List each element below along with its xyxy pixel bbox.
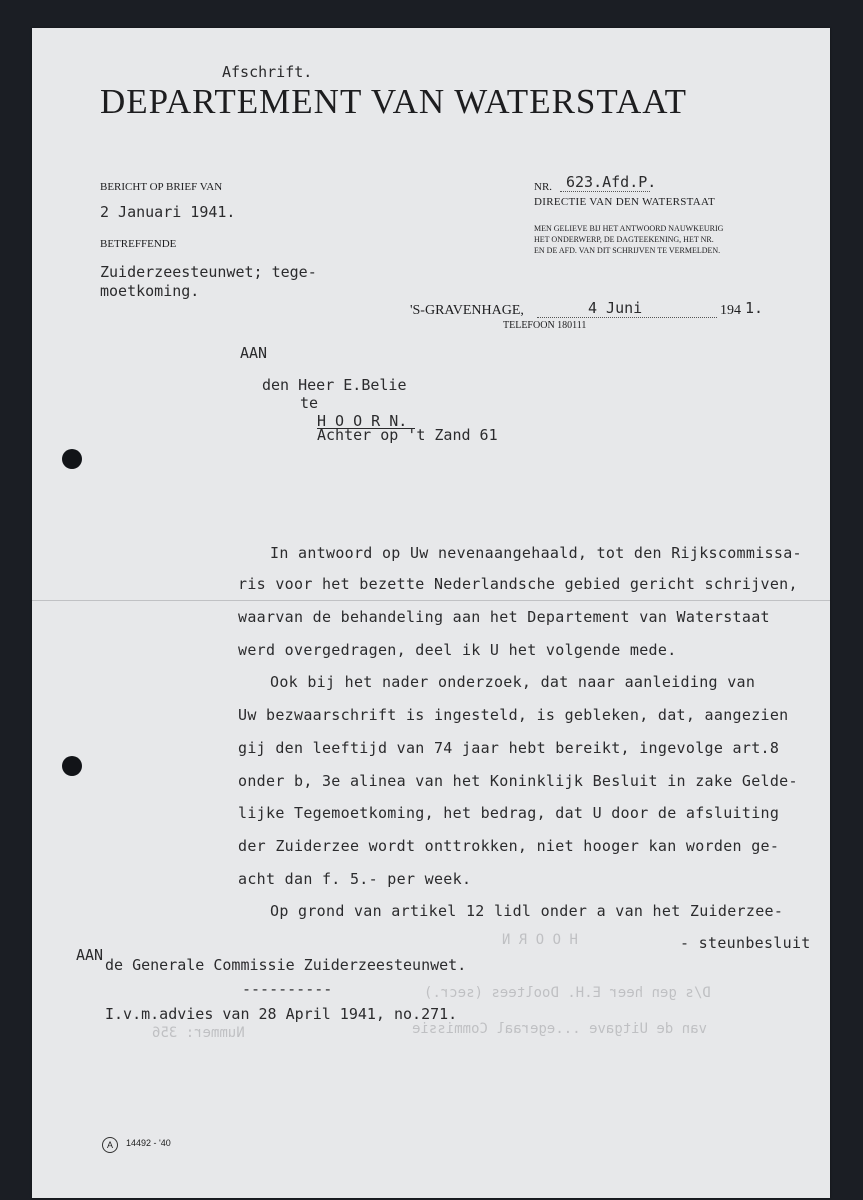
- printer-logo: A: [102, 1137, 118, 1153]
- addressee-aan: AAN: [240, 344, 268, 362]
- fold-line: [32, 600, 830, 601]
- copy-commission: de Generale Commissie Zuiderzeesteunwet.: [105, 956, 467, 974]
- nr-value: 623.Afd.P.: [566, 173, 657, 191]
- place: 'S-GRAVENHAGE,: [410, 303, 524, 318]
- body-line: der Zuiderzee wordt onttrokken, niet hooger kan worden ge-: [238, 837, 780, 855]
- telephone: TELEFOON 180111: [503, 320, 587, 331]
- year-suffix: 1.: [745, 299, 764, 317]
- directorate: DIRECTIE VAN DEN WATERSTAAT: [534, 196, 716, 208]
- addressee-city: H O O R N.: [317, 412, 408, 430]
- punch-hole: [62, 756, 82, 776]
- instruction-line: MEN GELIEVE BIJ HET ANTWOORD NAUWKEURIG: [534, 224, 724, 233]
- copy-mark: Afschrift.: [222, 63, 313, 81]
- bleed-through-text: van de Uitgave ...egeraal Commissie: [412, 1021, 708, 1037]
- body-line: ris voor het bezette Nederlandsche gebied gericht schrijven,: [238, 575, 798, 593]
- body-line: werd overgedragen, deel ik U het volgende mede.: [238, 641, 677, 659]
- subject-line: Zuiderzeesteunwet; tege-: [100, 263, 317, 281]
- nr-label: NR.: [534, 181, 553, 193]
- copy-separator: ----------: [242, 980, 333, 998]
- reference-label: BERICHT OP BRIEF VAN: [100, 181, 223, 193]
- body-line: In antwoord op Uw nevenaangehaald, tot den Rijkscommissa-: [270, 544, 802, 562]
- body-line: lijke Tegemoetkoming, het bedrag, dat U door de afsluiting: [238, 804, 780, 822]
- nr-dotted-line: [560, 191, 650, 192]
- body-line: gij den leeftijd van 74 jaar hebt bereikt, ingevolge art.8: [238, 739, 780, 757]
- date-dotted-line: [537, 317, 717, 318]
- body-line: - steunbesluit: [680, 934, 811, 952]
- body-line: acht dan f. 5.- per week.: [238, 870, 472, 888]
- body-line: waarvan de behandeling aan het Departement van Waterstaat: [238, 608, 770, 626]
- bleed-through-text: H O O R N: [502, 932, 578, 948]
- body-line: Ook bij het nader onderzoek, dat naar aanleiding van: [270, 673, 756, 691]
- copy-advice: I.v.m.advies van 28 April 1941, no.271.: [105, 1005, 458, 1023]
- body-line: Op grond van artikel 12 lidl onder a van het Zuiderzee-: [270, 902, 784, 920]
- body-line: Uw bezwaarschrift is ingesteld, is gebleken, dat, aangezien: [238, 706, 789, 724]
- year-prefix: 194: [720, 303, 741, 318]
- addressee-te: te: [300, 394, 319, 412]
- department-title: DEPARTEMENT VAN WATERSTAAT: [100, 82, 688, 121]
- letter-sheet: [32, 28, 830, 1198]
- footer-code: 14492 - '40: [126, 1138, 171, 1148]
- subject-label: BETREFFENDE: [100, 238, 177, 250]
- instruction-line: HET ONDERWERP, DE DAGTEEKENING, HET NR.: [534, 235, 714, 244]
- punch-hole: [62, 449, 82, 469]
- addressee-name: den Heer E.Belie: [262, 376, 407, 394]
- addressee-street: Achter op 't Zand 61: [317, 426, 498, 444]
- reference-date: 2 Januari 1941.: [100, 203, 236, 221]
- subject-line: moetkoming.: [100, 282, 200, 300]
- instruction-line: EN DE AFD. VAN DIT SCHRIJVEN TE VERMELDEN.: [534, 246, 721, 255]
- body-line: onder b, 3e alinea van het Koninklijk Besluit in zake Gelde-: [238, 772, 798, 790]
- bleed-through-text: Nummer: 356: [152, 1025, 245, 1041]
- copy-aan: AAN: [76, 946, 104, 964]
- bleed-through-text: D/s gen heer E.H. Dooltees (secr.): [424, 985, 711, 1001]
- letter-date: 4 Juni: [588, 299, 643, 317]
